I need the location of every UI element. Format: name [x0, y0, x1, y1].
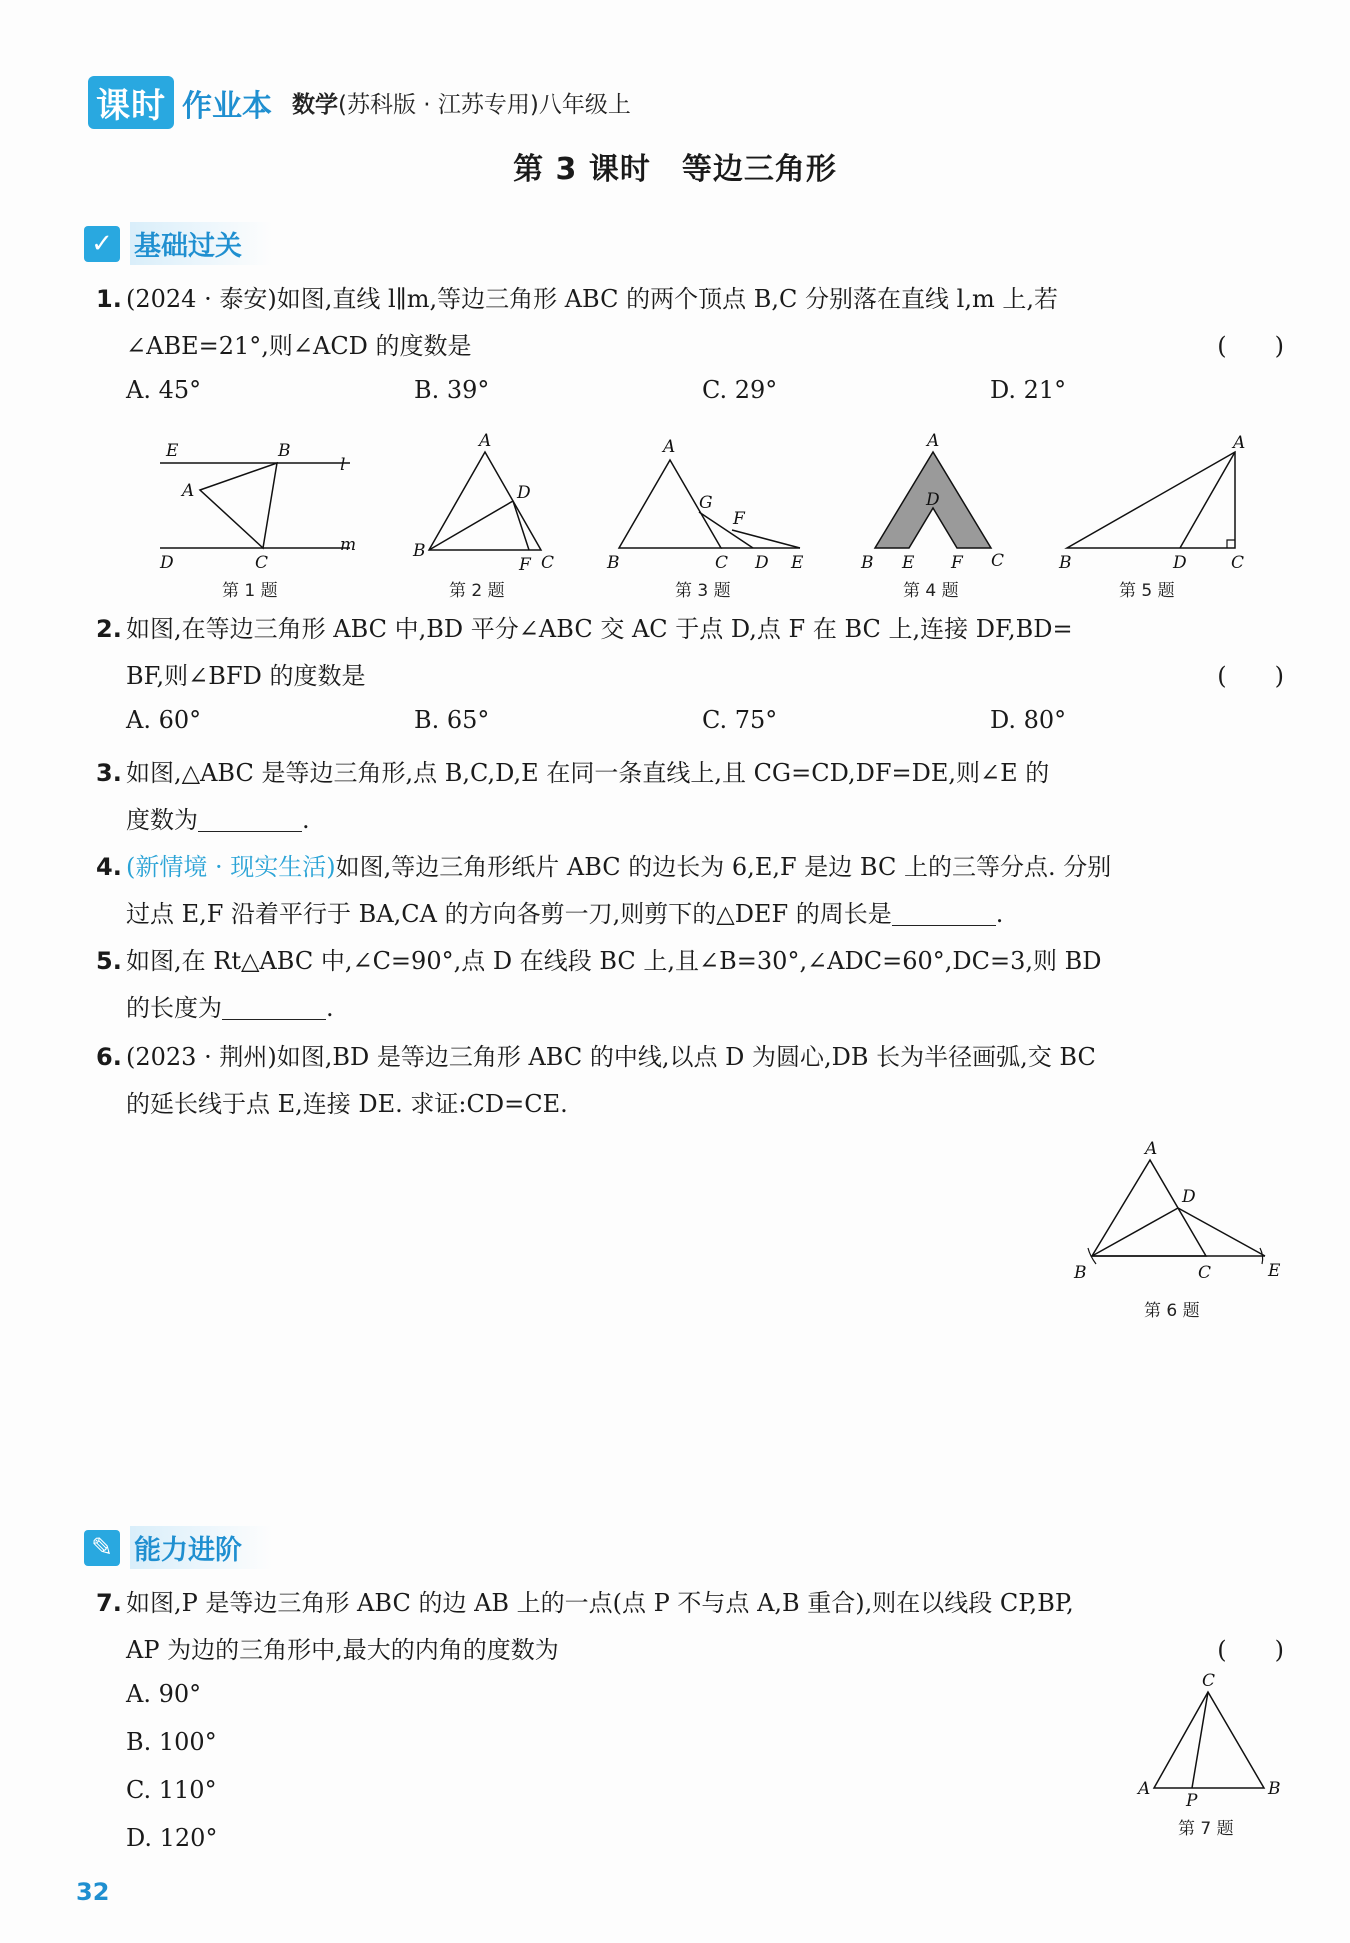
question-2 — [96, 606, 1286, 700]
question-text: 的延长线于点 E,连接 DE. 求证:CD=CE. — [126, 1090, 568, 1118]
label-C: C — [1231, 553, 1245, 573]
label-F: F — [519, 555, 531, 575]
brand-logo: 课时 — [88, 76, 174, 129]
label-D: D — [160, 553, 174, 573]
question-1 — [96, 276, 1286, 370]
label-A: A — [663, 437, 676, 457]
section-basic-label: 基础过关 — [130, 222, 272, 265]
question-source-tag: (新情境 · 现实生活) — [126, 853, 336, 881]
label-A: A — [479, 431, 492, 451]
figure-3 — [605, 430, 805, 601]
figure-5 — [1055, 430, 1255, 601]
figure-caption: 第 2 题 — [449, 581, 505, 601]
book-subtitle — [292, 86, 631, 119]
label-B: B — [861, 553, 874, 573]
question-text: 如图,在 Rt△ABC 中,∠C=90°,点 D 在线段 BC 上,且∠B=30°,∠ADC=60°,DC=3,则 BD — [126, 947, 1102, 975]
figure-caption: 第 6 题 — [1144, 1301, 1200, 1321]
answer-blank[interactable] — [892, 901, 996, 926]
label-C: C — [991, 551, 1005, 571]
label-C: C — [255, 553, 269, 573]
label-F: F — [951, 553, 963, 573]
label-B: B — [413, 541, 426, 561]
punct: . — [995, 900, 1004, 928]
label-B: B — [607, 553, 620, 573]
question-number: 7. — [96, 1589, 122, 1617]
option-d: D. 120° — [126, 1824, 218, 1852]
question-text: 的长度为 — [126, 994, 222, 1022]
option-a: A. 90° — [126, 1680, 202, 1708]
brand-name: 作业本 — [182, 88, 272, 124]
question-text: 过点 E,F 沿着平行于 BA,CA 的方向各剪一刀,则剪下的△DEF 的周长是 — [126, 900, 892, 928]
question-text: ∠ABE=21°,则∠ACD 的度数是 — [126, 332, 472, 360]
label-D: D — [1182, 1187, 1196, 1207]
question-text: AP 为边的三角形中,最大的内角的度数为 — [126, 1636, 559, 1664]
question-4 — [96, 844, 1286, 938]
answer-paren: ( ) — [1217, 662, 1284, 690]
figure-7 — [1130, 1670, 1290, 1839]
answer-paren: ( ) — [1217, 332, 1284, 360]
section-advanced-header — [84, 1526, 272, 1569]
question-text: 如图,在等边三角形 ABC 中,BD 平分∠ABC 交 AC 于点 D,点 F 在 BC 上,连接 DF,BD= — [126, 615, 1073, 643]
punct: . — [326, 994, 334, 1022]
option-d: D. 21° — [990, 376, 1067, 404]
question-number: 5. — [96, 947, 122, 975]
label-C: C — [715, 553, 729, 573]
answer-blank[interactable] — [222, 995, 326, 1020]
subject: 数学 — [292, 92, 338, 118]
header-brand — [88, 76, 631, 129]
question-text: 如图,P 是等边三角形 ABC 的边 AB 上的一点(点 P 不与点 A,B 重合),则在以线段 CP,BP, — [126, 1589, 1074, 1617]
section-advanced-label: 能力进阶 — [130, 1526, 272, 1569]
label-B: B — [1268, 1779, 1281, 1799]
question-text: 如图,等边三角形纸片 ABC 的边长为 6,E,F 是边 BC 上的三等分点. 分别 — [335, 853, 1112, 881]
option-c: C. 75° — [702, 706, 778, 734]
label-C: C — [1202, 1671, 1216, 1691]
label-C: C — [541, 553, 555, 573]
label-A: A — [1233, 433, 1246, 453]
label-E: E — [791, 553, 804, 573]
answer-blank[interactable] — [198, 807, 302, 832]
question-text: 如图,△ABC 是等边三角形,点 B,C,D,E 在同一条直线上,且 CG=CD,DF=DE,则∠E 的 — [126, 759, 1050, 787]
option-c: C. 29° — [702, 376, 778, 404]
option-b: B. 100° — [126, 1728, 217, 1756]
label-A: A — [182, 481, 195, 501]
question-text: (2023 · 荆州)如图,BD 是等边三角形 ABC 的中线,以点 D 为圆心,DB 长为半径画弧,交 BC — [126, 1043, 1096, 1071]
label-A: A — [1138, 1779, 1151, 1799]
figure-caption: 第 4 题 — [903, 581, 959, 601]
question-number: 1. — [96, 285, 122, 313]
figure-4 — [855, 430, 1015, 601]
checkmark-icon: ✓ — [84, 226, 120, 262]
answer-paren: ( ) — [1217, 1636, 1284, 1664]
punct: . — [302, 806, 310, 834]
option-d: D. 80° — [990, 706, 1067, 734]
label-G: G — [699, 493, 713, 513]
pencil-icon: ✎ — [84, 1530, 120, 1566]
question-number: 3. — [96, 759, 122, 787]
figure-caption: 第 1 题 — [222, 581, 278, 601]
figure-caption: 第 3 题 — [675, 581, 731, 601]
label-A: A — [1145, 1139, 1158, 1159]
label-D: D — [1173, 553, 1187, 573]
question-5 — [96, 938, 1286, 1032]
label-P: P — [1186, 1791, 1198, 1810]
label-A: A — [927, 431, 940, 451]
question-7 — [96, 1580, 1286, 1674]
figure-2 — [405, 430, 565, 601]
option-a: A. 45° — [126, 376, 202, 404]
label-C: C — [1198, 1263, 1212, 1283]
label-B: B — [1074, 1263, 1087, 1283]
question-number: 4. — [96, 853, 122, 881]
label-E: E — [1268, 1261, 1281, 1281]
edition: (苏科版 · 江苏专用)八年级上 — [338, 92, 631, 118]
page-number: 32 — [76, 1878, 110, 1906]
label-m: m — [340, 535, 357, 555]
figure-caption: 第 7 题 — [1178, 1819, 1234, 1839]
label-E: E — [166, 441, 179, 461]
question-3 — [96, 750, 1286, 844]
label-D: D — [755, 553, 769, 573]
question-number: 2. — [96, 615, 122, 643]
label-E: E — [902, 553, 915, 573]
question-number: 6. — [96, 1043, 122, 1071]
option-c: C. 110° — [126, 1776, 217, 1804]
option-a: A. 60° — [126, 706, 202, 734]
question-text: (2024 · 泰安)如图,直线 l∥m,等边三角形 ABC 的两个顶点 B,C 分别落在直线 l,m 上,若 — [126, 285, 1058, 313]
section-basic-header — [84, 222, 272, 265]
label-B: B — [278, 441, 291, 461]
question-text: 度数为 — [126, 806, 198, 834]
label-B: B — [1059, 553, 1072, 573]
label-D: D — [926, 490, 940, 510]
label-l: l — [340, 455, 346, 475]
question-text: BF,则∠BFD 的度数是 — [126, 662, 366, 690]
label-D: D — [517, 483, 531, 503]
figure-1 — [150, 430, 370, 601]
question-6 — [96, 1034, 1286, 1128]
option-b: B. 65° — [414, 706, 490, 734]
label-F: F — [733, 509, 745, 529]
figure-caption: 第 5 题 — [1119, 581, 1175, 601]
figure-6 — [1070, 1132, 1290, 1321]
lesson-title: 第 3 课时 等边三角形 — [513, 152, 837, 187]
option-b: B. 39° — [414, 376, 490, 404]
